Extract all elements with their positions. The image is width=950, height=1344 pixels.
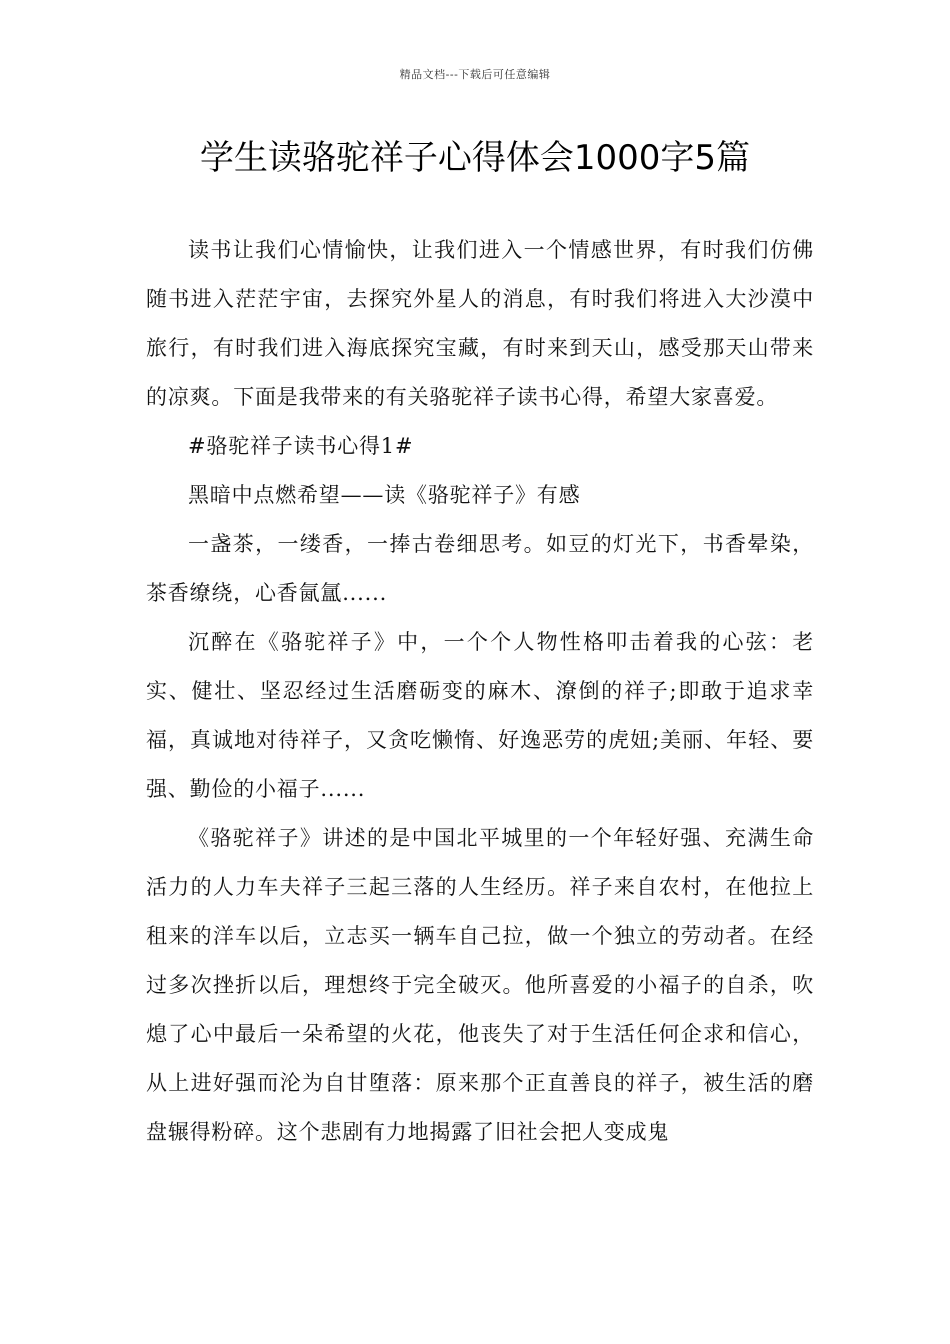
document-title: 学生读骆驼祥子心得体会1000字5篇 — [199, 138, 751, 178]
section-heading-1: #骆驼祥子读书心得1# — [188, 434, 414, 458]
paragraph-tea: 一盏茶，一缕香，一捧古卷细思考。如豆的灯光下，书香晕染，茶香缭绕，心香氤氲...... — [146, 532, 814, 605]
paragraph-intro: 读书让我们心情愉快，让我们进入一个情感世界，有时我们仿佛随书进入茫茫宇宙，去探究外星人的消息，有时我们将进入大沙漠中旅行，有时我们进入海底探究宝藏，有时来到天山，感受那天山带来的凉爽。下面是我带来的有关骆驼祥子读书心得，希望大家喜爱。 — [146, 238, 814, 409]
paragraph-characters: 沉醉在《骆驼祥子》中，一个个人物性格叩击着我的心弦：老实、健壮、坚忍经过生活磨砺变的麻木、潦倒的祥子;即敢于追求幸福，真诚地对待祥子，又贪吃懒惰、好逸恶劳的虎妞;美丽、年轻、要强、勤俭的小福子...... — [146, 630, 814, 801]
header-note: 精品文档---下载后可任意编辑 — [399, 68, 551, 81]
essay-subtitle: 黑暗中点燃希望——读《骆驼祥子》有感 — [188, 483, 581, 507]
document-body — [146, 226, 814, 1157]
paragraph-story: 《骆驼祥子》讲述的是中国北平城里的一个年轻好强、充满生命活力的人力车夫祥子三起三落的人生经历。祥子来自农村，在他拉上租来的洋车以后，立志买一辆车自己拉，做一个独立的劳动者。在经过多次挫折以后，理想终于完全破灭。他所喜爱的小福子的自杀，吹熄了心中最后一朵希望的火花，他丧失了对于生活任何企求和信心，从上进好强而沦为自甘堕落：原来那个正直善良的祥子，被生活的磨盘辗得粉碎。这个悲剧有力地揭露了旧社会把人变成鬼 — [146, 826, 814, 1144]
